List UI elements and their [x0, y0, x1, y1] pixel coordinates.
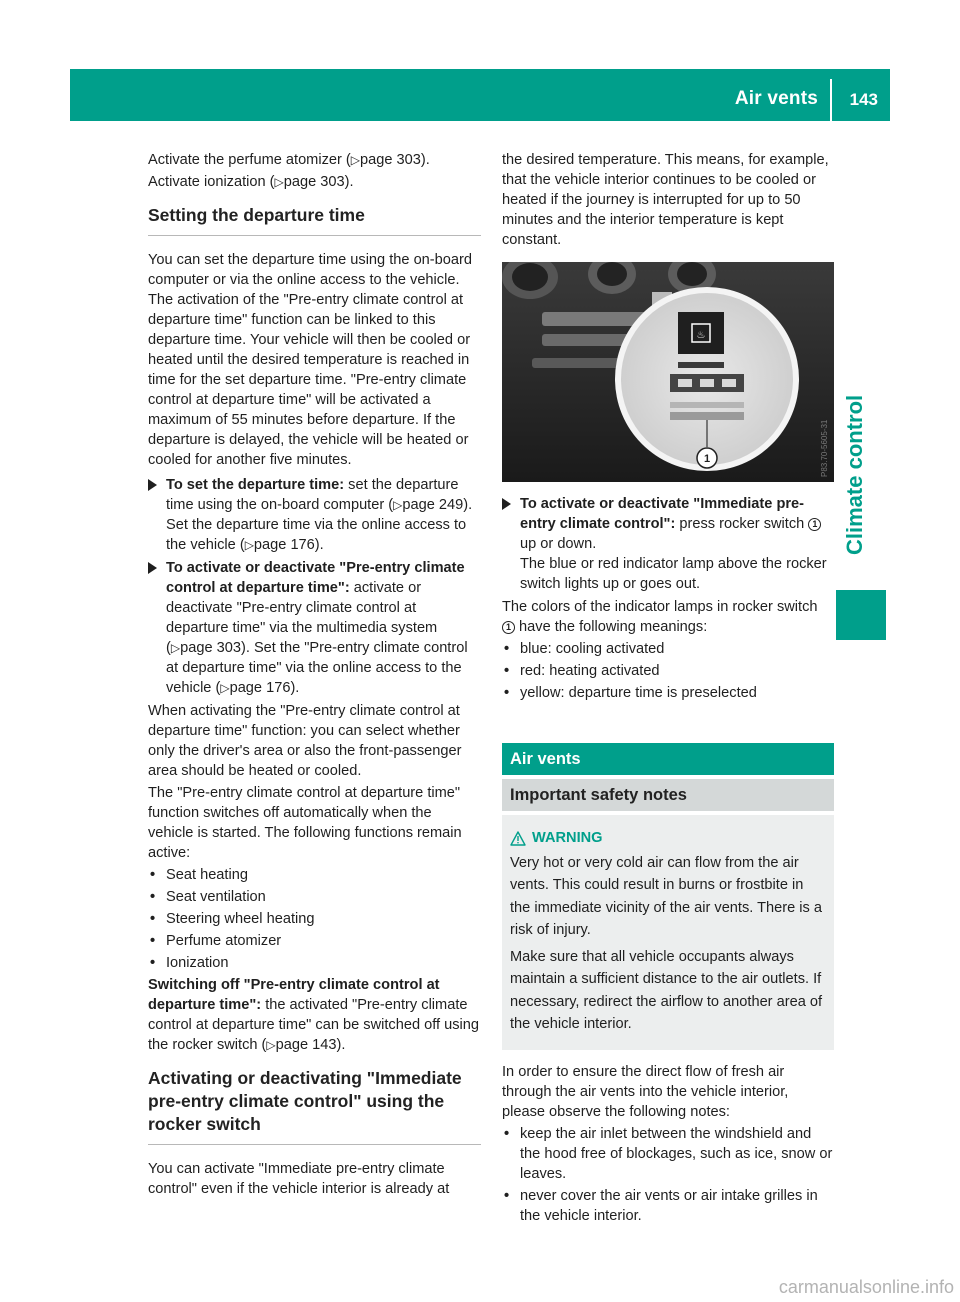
heading-immediate: Activating or deactivating "Immediate pre-entry climate control" using the rocker switch: [148, 1067, 481, 1145]
intro-ionization: Activate ionization (▷page 303).: [148, 174, 354, 190]
page-ref-link[interactable]: page 303). Set the "Pre-entry climate control at departure time" via the online access to the vehicle (: [166, 640, 468, 696]
bullet-icon: •: [150, 867, 156, 883]
figure-callout: 1: [703, 453, 711, 465]
page-ref-link[interactable]: page 249). Set the departure time via the online access to the vehicle (: [166, 497, 473, 553]
header-divider: [830, 79, 832, 121]
page-ref-icon: ▷: [244, 538, 254, 552]
indicator-colors-list: [502, 639, 834, 703]
bullet-icon: •: [150, 955, 156, 971]
dashboard-illustration: [502, 262, 834, 482]
svg-text:♨: ♨: [696, 330, 706, 341]
list-item: • blue: cooling activated: [504, 641, 665, 657]
callout-1-icon: 1: [502, 621, 515, 634]
list-item: • Steering wheel heating: [150, 911, 315, 927]
warning-text-1: Very hot or very cold air can flow from the air vents. This could result in burns or frostbite in the immediate vicinity of the air vents. There is a risk of injury.: [510, 854, 823, 938]
warning-triangle-icon: [510, 831, 526, 846]
footer-watermark: carmanualsonline.info: [778, 1277, 954, 1297]
page-ref-icon: ▷: [220, 681, 230, 695]
list-item: • red: heating activated: [504, 663, 660, 679]
bullet-icon: •: [150, 889, 156, 905]
step-arrow-icon: [502, 498, 511, 510]
bullet-icon: •: [504, 641, 510, 657]
left-column: [148, 150, 481, 1204]
callout-1-icon: 1: [808, 518, 821, 531]
side-tab-label: Climate control: [842, 394, 867, 555]
step-activate-departure: To activate or deactivate "Pre-entry climate control at departure time": activate or deactivate "Pre-entry climate control at departure time" via the multimedia system (▷page 303). Set the "Pre-entry climate control at departure time" via the online access to the vehicle (▷page 176).: [148, 558, 481, 698]
header-bar: [70, 69, 890, 121]
step-arrow-icon: [148, 562, 157, 574]
page-ref-icon: ▷: [393, 498, 403, 512]
air-vent-notes-list: [502, 1124, 834, 1226]
step-activate-immediate: To activate or deactivate "Immediate pre-entry climate control": press rocker switch 1 up or down. The blue or red indicator lamp above the rocker switch lights up or goes out.: [502, 494, 834, 594]
page-ref-link[interactable]: page 176).: [229, 680, 300, 696]
header-title: Air vents: [734, 88, 818, 109]
bullet-icon: •: [504, 663, 510, 679]
page-ref-link[interactable]: page 176).: [253, 537, 324, 553]
step-set-departure: To set the departure time: set the departure time using the on-board computer (▷page 249). Set the departure time via the online access to the vehicle (▷page 176).: [148, 475, 481, 555]
rocker-switch-photo: [502, 262, 834, 482]
list-item: • Seat ventilation: [150, 889, 266, 905]
para-switches-off: The "Pre-entry climate control at departure time" function switches off automatically when the vehicle is started. The following functions remain active:: [148, 785, 462, 861]
heading-departure-time: Setting the departure time: [148, 204, 481, 236]
para-continue: the desired temperature. This means, for example, that the vehicle interior continues to be cooled or heated if the journey is interrupted for up to 50 minutes and the interior temperature is kept constant.: [502, 152, 829, 248]
list-item: • Seat heating: [150, 867, 248, 883]
para-ensure: In order to ensure the direct flow of fresh air through the air vents into the vehicle interior, please observe the following notes:: [502, 1063, 789, 1120]
bullet-icon: •: [150, 911, 156, 927]
page-ref-link[interactable]: page 303).: [283, 174, 354, 190]
right-column: [502, 150, 834, 1228]
list-item: • keep the air inlet between the windshield and the hood free of blockages, such as ice, snow or leaves.: [504, 1125, 833, 1182]
bullet-icon: •: [504, 1187, 510, 1204]
bullet-icon: •: [150, 933, 156, 949]
bullet-icon: •: [504, 1125, 510, 1142]
step-arrow-icon: [148, 479, 157, 491]
section-air-vents: Air vents: [502, 743, 834, 775]
list-item: • Ionization: [150, 955, 229, 971]
page-ref-icon: ▷: [350, 153, 361, 167]
para-when-activating: When activating the "Pre-entry climate control at departure time" function: you can select whether only the driver's area or also the front-passenger area should be heated or cooled.: [148, 703, 462, 779]
page-ref-icon: ▷: [170, 641, 181, 655]
figure-code: P83.70-5605-31: [820, 419, 829, 477]
intro-perfume: Activate the perfume atomizer (▷page 303).: [148, 152, 430, 168]
para-immediate: You can activate "Immediate pre-entry climate control" even if the vehicle interior is already at: [148, 1161, 450, 1197]
para-departure: You can set the departure time using the on-board computer or via the online access to the vehicle. The activation of the "Pre-entry climate control at departure time" function can be linked to this departure time. Your vehicle will then be cooled or heated until the desired temperature is reached in time for the set departure time. "Pre-entry climate control at departure time" will be activated a maximum of 55 minutes before departure. If the departure is delayed, the vehicle will be heated or cooled for another five minutes.: [148, 252, 472, 468]
warning-text-2: Make sure that all vehicle occupants always maintain a sufficient distance to the air outlets. If necessary, redirect the airflow to another area of the vehicle interior.: [510, 948, 823, 1032]
page-ref-icon: ▷: [266, 1038, 276, 1052]
list-item: • yellow: departure time is preselected: [504, 685, 757, 701]
para-colors: The colors of the indicator lamps in rocker switch 1 have the following meanings:: [502, 599, 818, 635]
bullet-icon: •: [504, 685, 510, 701]
warning-box: [502, 815, 834, 1050]
list-item: • never cover the air vents or air intake grilles in the vehicle interior.: [504, 1187, 818, 1224]
page-number: 143: [849, 90, 878, 109]
warning-title: WARNING: [510, 827, 826, 850]
page-ref-link[interactable]: page 303).: [360, 152, 430, 168]
para-switching-off: Switching off "Pre-entry climate control at departure time": the activated "Pre-entry climate control at departure time" can be switched off using the rocker switch (▷page 143).: [148, 977, 480, 1053]
page-ref-link[interactable]: page 143).: [275, 1037, 346, 1053]
active-functions-list: [148, 865, 481, 973]
page-ref-icon: ▷: [274, 175, 284, 189]
list-item: • Perfume atomizer: [150, 933, 282, 949]
side-tab-marker: [836, 590, 886, 640]
subsection-safety-notes: Important safety notes: [502, 779, 834, 811]
